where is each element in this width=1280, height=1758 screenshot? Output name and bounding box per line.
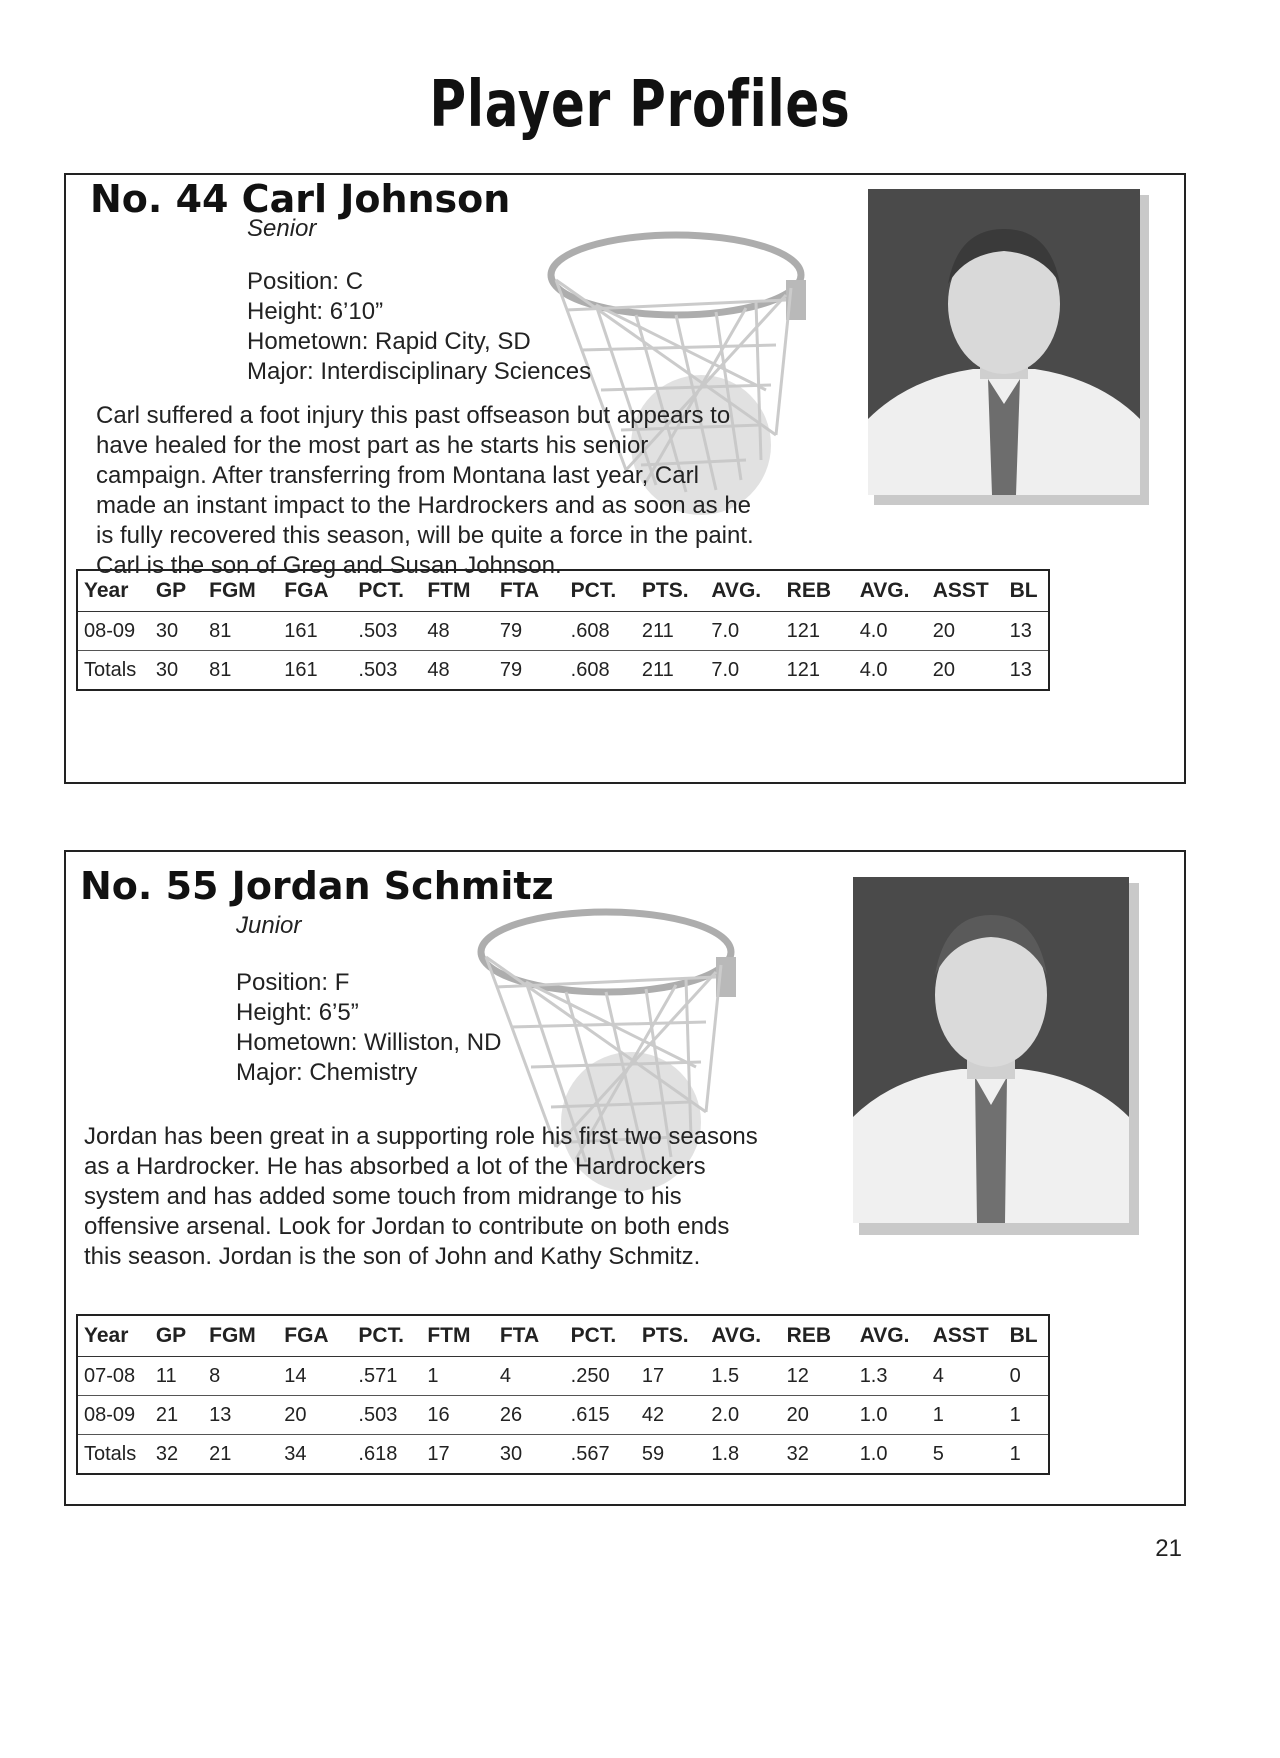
stats-cell: 1.5 bbox=[705, 1357, 780, 1396]
stats-cell: 1 bbox=[421, 1357, 494, 1396]
stats-column-header: Year bbox=[77, 1315, 150, 1357]
stats-cell: .503 bbox=[352, 612, 421, 651]
stats-cell: 4 bbox=[494, 1357, 565, 1396]
stats-cell: 08-09 bbox=[77, 612, 150, 651]
page-number: 21 bbox=[1155, 1535, 1182, 1562]
stats-cell: 211 bbox=[636, 612, 705, 651]
player-portrait-icon bbox=[853, 877, 1129, 1223]
stats-cell: .608 bbox=[570, 658, 610, 681]
stats-cell: 7.0 bbox=[705, 612, 780, 651]
stats-cell: .503 bbox=[352, 1396, 421, 1435]
player-hometown: Hometown: Williston, ND bbox=[236, 1029, 502, 1056]
stats-cell: .567 bbox=[570, 1442, 610, 1465]
stats-cell: 11 bbox=[150, 1357, 203, 1396]
stats-cell: 20 bbox=[932, 658, 955, 681]
stats-cell: 0 bbox=[1004, 1357, 1049, 1396]
stats-cell: 4 bbox=[927, 1357, 1004, 1396]
player-details bbox=[247, 267, 591, 387]
stats-cell: 1 bbox=[1009, 1442, 1021, 1465]
stats-row bbox=[77, 1396, 1049, 1435]
stats-cell: 1.3 bbox=[854, 1357, 927, 1396]
stats-cell: 161 bbox=[278, 612, 352, 651]
stats-column-header: FTM bbox=[421, 1315, 494, 1357]
stats-cell: 21 bbox=[150, 1396, 203, 1435]
stats-cell: 21 bbox=[209, 1442, 232, 1465]
player-position: Position: C bbox=[247, 268, 364, 295]
stats-column-header: FGM bbox=[203, 570, 278, 612]
stats-column-header: BL bbox=[1004, 570, 1049, 612]
stats-column-header: ASST bbox=[927, 1315, 1004, 1357]
stats-cell: 1.0 bbox=[854, 1396, 927, 1435]
stats-cell: 161 bbox=[284, 658, 318, 681]
player-photo bbox=[853, 877, 1129, 1223]
stats-column-header: GP bbox=[150, 570, 203, 612]
stats-cell: .615 bbox=[565, 1396, 636, 1435]
player-height: Height: 6’10” bbox=[247, 298, 384, 325]
player-hometown: Hometown: Rapid City, SD bbox=[247, 328, 531, 355]
player-portrait-icon bbox=[868, 189, 1140, 495]
stats-cell: .250 bbox=[565, 1357, 636, 1396]
player-card-carl-johnson bbox=[64, 173, 1186, 784]
stats-column-header: FGM bbox=[203, 1315, 278, 1357]
stats-column-header: ASST bbox=[927, 570, 1004, 612]
stats-cell: Totals bbox=[84, 658, 137, 681]
stats-column-header: FTM bbox=[421, 570, 494, 612]
stats-column-header: FTA bbox=[494, 1315, 565, 1357]
stats-cell: 59 bbox=[641, 1442, 665, 1465]
stats-cell: 20 bbox=[781, 1396, 854, 1435]
stats-cell: 2.0 bbox=[705, 1396, 780, 1435]
player-class-year: Senior bbox=[247, 215, 317, 242]
stats-column-header: GP bbox=[150, 1315, 203, 1357]
stats-cell: 17 bbox=[427, 1442, 450, 1465]
stats-header-row bbox=[77, 570, 1049, 612]
stats-column-header: PCT. bbox=[565, 1315, 636, 1357]
stats-cell: 34 bbox=[284, 1442, 307, 1465]
stats-column-header: PCT. bbox=[565, 570, 636, 612]
stats-column-header: PCT. bbox=[352, 1315, 421, 1357]
stats-column-header: AVG. bbox=[705, 1315, 780, 1357]
stats-cell: 1 bbox=[927, 1396, 1004, 1435]
stats-cell: 79 bbox=[499, 658, 523, 681]
stats-column-header: AVG. bbox=[854, 1315, 927, 1357]
stats-cell: 5 bbox=[932, 1442, 944, 1465]
stats-column-header: REB bbox=[781, 570, 854, 612]
player-major: Major: Chemistry bbox=[236, 1059, 418, 1086]
stats-cell: 32 bbox=[786, 1442, 809, 1465]
stats-cell: 8 bbox=[203, 1357, 278, 1396]
stats-cell: 32 bbox=[155, 1442, 179, 1465]
stats-row bbox=[77, 612, 1049, 651]
stats-cell: 13 bbox=[203, 1396, 278, 1435]
stats-cell: 08-09 bbox=[77, 1396, 150, 1435]
stats-cell: Totals bbox=[84, 1442, 137, 1465]
stats-column-header: BL bbox=[1004, 1315, 1049, 1357]
stats-cell: 4.0 bbox=[859, 658, 888, 681]
stats-cell: 20 bbox=[278, 1396, 352, 1435]
stats-cell: 1.0 bbox=[859, 1442, 888, 1465]
player-photo bbox=[868, 189, 1140, 495]
stats-cell: 48 bbox=[421, 612, 494, 651]
player-major: Major: Interdisciplinary Sciences bbox=[247, 358, 592, 385]
stats-cell: 14 bbox=[278, 1357, 352, 1396]
stats-column-header: AVG. bbox=[705, 570, 780, 612]
stats-cell: 30 bbox=[150, 612, 203, 651]
stats-cell: 16 bbox=[421, 1396, 494, 1435]
stats-cell: 1 bbox=[1004, 1396, 1049, 1435]
player-bio: Carl suffered a foot injury this past offseason but appears to have healed for the most part as he starts his senior campaign. After transferring from Montana last year, Carl made an instant impact to the Hardrockers and as soon as he is fully recovered this season, will be quite a force in the paint. Carl is the son of Greg and Susan Johnson. bbox=[96, 402, 754, 579]
stats-cell: 17 bbox=[636, 1357, 705, 1396]
stats-table bbox=[76, 569, 1050, 691]
stats-cell: .503 bbox=[358, 658, 398, 681]
page-title: Player Profiles bbox=[429, 68, 851, 142]
stats-cell: 4.0 bbox=[854, 612, 927, 651]
stats-cell: 30 bbox=[155, 658, 179, 681]
player-details bbox=[236, 968, 501, 1088]
stats-row bbox=[77, 651, 1049, 691]
stats-cell: .618 bbox=[358, 1442, 398, 1465]
stats-cell: 7.0 bbox=[711, 658, 740, 681]
stats-header-row bbox=[77, 1315, 1049, 1357]
player-class-year: Junior bbox=[236, 912, 302, 939]
stats-column-header: REB bbox=[781, 1315, 854, 1357]
stats-column-header: FGA bbox=[278, 570, 352, 612]
stats-cell: 48 bbox=[427, 658, 450, 681]
player-heading: No. 55 Jordan Schmitz bbox=[80, 864, 554, 908]
stats-cell: .608 bbox=[565, 612, 636, 651]
stats-cell: 30 bbox=[499, 1442, 523, 1465]
stats-cell: 81 bbox=[203, 612, 278, 651]
stats-cell: 20 bbox=[927, 612, 1004, 651]
player-bio: Jordan has been great in a supporting role his first two seasons as a Hardrocker. He has absorbed a lot of the Hardrockers system and has added some touch from midrange to his offensive arsenal. Look for Jordan to contribute on both ends this season. Jordan is the son of John and Kathy Schmitz. bbox=[84, 1123, 758, 1270]
stats-cell: 42 bbox=[636, 1396, 705, 1435]
stats-cell: 07-08 bbox=[77, 1357, 150, 1396]
stats-cell: 1.8 bbox=[711, 1442, 740, 1465]
stats-column-header: PCT. bbox=[352, 570, 421, 612]
stats-column-header: Year bbox=[77, 570, 150, 612]
stats-row bbox=[77, 1435, 1049, 1475]
stats-column-header: FTA bbox=[494, 570, 565, 612]
stats-column-header: FGA bbox=[278, 1315, 352, 1357]
stats-column-header: PTS. bbox=[636, 570, 705, 612]
stats-cell: 26 bbox=[494, 1396, 565, 1435]
stats-cell: 81 bbox=[209, 658, 232, 681]
stats-cell: 79 bbox=[494, 612, 565, 651]
stats-table bbox=[76, 1314, 1050, 1475]
stats-cell: 13 bbox=[1009, 658, 1032, 681]
stats-cell: 121 bbox=[781, 612, 854, 651]
stats-column-header: AVG. bbox=[854, 570, 927, 612]
stats-cell: 121 bbox=[786, 658, 821, 681]
stats-cell: 12 bbox=[781, 1357, 854, 1396]
player-card-jordan-schmitz bbox=[64, 850, 1186, 1506]
stats-cell: 211 bbox=[641, 658, 674, 681]
stats-column-header: PTS. bbox=[636, 1315, 705, 1357]
stats-cell: 13 bbox=[1004, 612, 1049, 651]
stats-row bbox=[77, 1357, 1049, 1396]
player-position: Position: F bbox=[236, 969, 350, 996]
player-heading: No. 44 Carl Johnson bbox=[90, 177, 511, 221]
stats-cell: .571 bbox=[352, 1357, 421, 1396]
player-height: Height: 6’5” bbox=[236, 999, 359, 1026]
